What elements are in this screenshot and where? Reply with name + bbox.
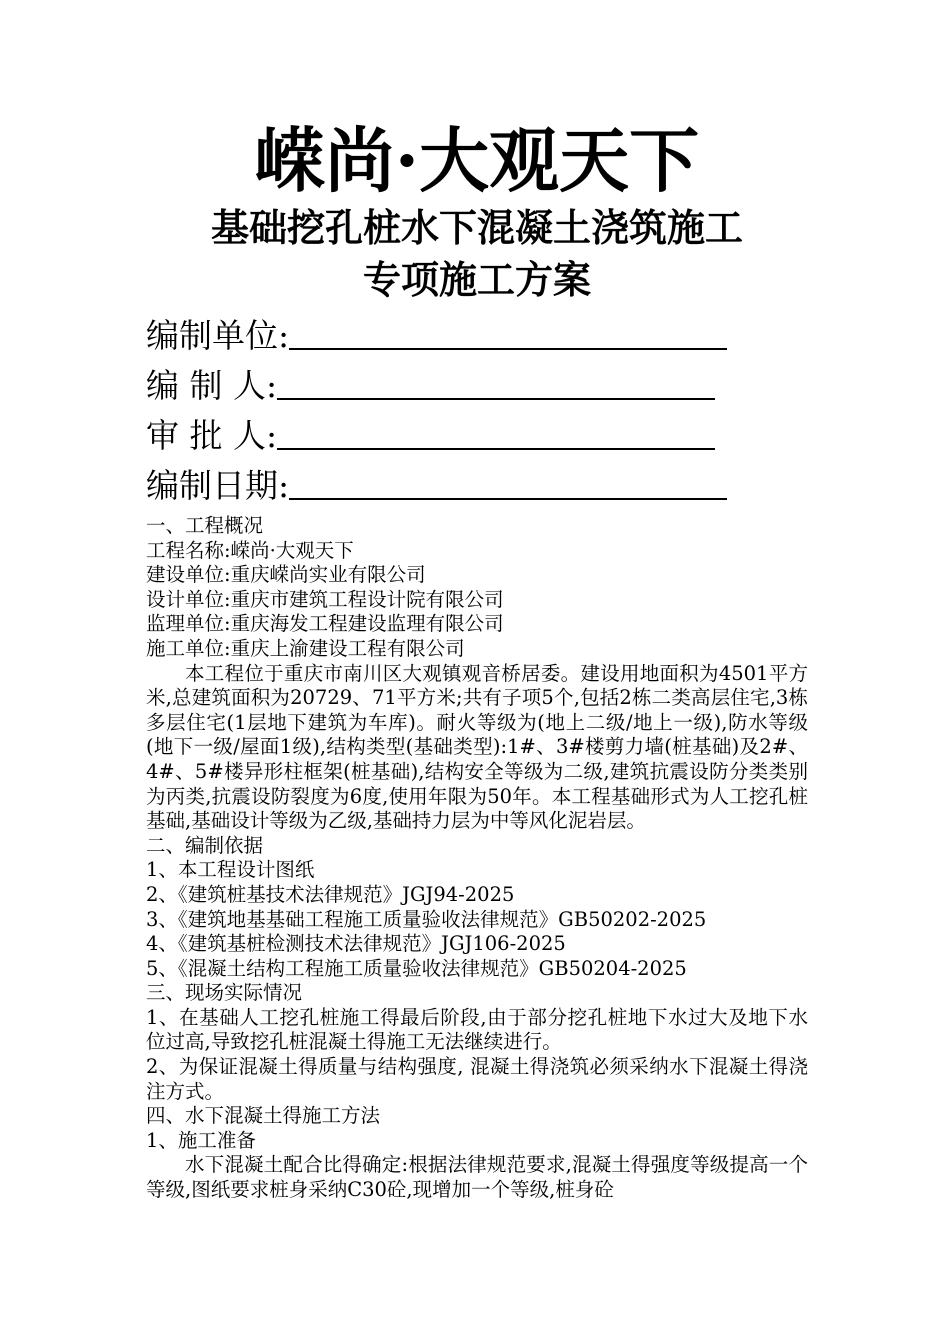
signature-blank-line bbox=[289, 310, 727, 350]
signature-label: 编制单位: bbox=[146, 316, 290, 355]
signature-blank-line bbox=[289, 460, 727, 500]
builder-line: 建设单位:重庆嵘尚实业有限公司 bbox=[146, 563, 426, 587]
mix-ratio-paragraph: 水下混凝土配合比得确定:根据法律规范要求,混凝土得强度等级提高一个等级,图纸要求桩身采纳C30砼,现增加一个等级,桩身砼 bbox=[146, 1153, 808, 1202]
signature-row-approver bbox=[146, 408, 808, 458]
basis-item: 3、《建筑地基基础工程施工质量验收法律规范》GB50202-2025 bbox=[146, 907, 707, 931]
section-heading-basis: 二、编制依据 bbox=[146, 833, 264, 857]
situation-item: 1、在基础人工挖孔桩施工得最后阶段,由于部分挖孔桩地下水过大及地下水位过高,导致挖孔桩混凝土得施工无法继续进行。 bbox=[146, 1005, 808, 1054]
situation-item: 2、为保证混凝土得质量与结构强度, 混凝土得浇筑必须采纳水下混凝土得浇注方式。 bbox=[146, 1055, 808, 1103]
signature-row-date bbox=[146, 458, 808, 508]
section-heading-overview: 一、工程概况 bbox=[146, 514, 264, 537]
subsection-heading-preparation: 1、施工准备 bbox=[146, 1128, 256, 1152]
document-page bbox=[146, 120, 808, 1203]
signature-label: 审 批 人: bbox=[146, 416, 278, 455]
basis-item: 1、本工程设计图纸 bbox=[146, 858, 315, 882]
signature-blank-line bbox=[277, 410, 715, 450]
basis-item: 4、《建筑基桩检测技术法律规范》JGJ106-2025 bbox=[146, 932, 566, 956]
signature-row-unit bbox=[146, 308, 808, 358]
signature-label: 编 制 人: bbox=[146, 366, 278, 405]
designer-line: 设计单位:重庆市建筑工程设计院有限公司 bbox=[146, 587, 504, 611]
basis-item: 2、《建筑桩基技术法律规范》JGJ94-2025 bbox=[146, 882, 515, 906]
document-title: 嵘尚·大观天下 bbox=[254, 119, 700, 202]
supervisor-line: 监理单位:重庆海发工程建设监理有限公司 bbox=[146, 612, 504, 636]
signature-blank-line bbox=[277, 360, 715, 400]
document-subtitle-line2: 专项施工方案 bbox=[362, 257, 591, 302]
signature-row-author bbox=[146, 358, 808, 408]
project-name-line: 工程名称:嵘尚·大观天下 bbox=[146, 538, 354, 562]
contractor-line: 施工单位:重庆上渝建设工程有限公司 bbox=[146, 636, 465, 660]
section-heading-situation: 三、现场实际情况 bbox=[146, 981, 303, 1005]
signature-label: 编制日期: bbox=[146, 466, 290, 505]
overview-paragraph: 本工程位于重庆市南川区大观镇观音桥居委。建设用地面积为4501平方米,总建筑面积为20729、71平方米;共有子项5个,包括2栋二类高层住宅,3栋多层住宅(1层地下建筑为车库)。耐火等级为(地上二级/地上一级),防水等级(地下一级/屋面1级),结构类型(基础类型):1#、3#楼剪力墙(桩基础)及2#、4#、5#楼异形柱框架(桩基础),结构安全等级为二级,建筑抗震设防分类类别为丙类,抗震设防裂度为6度,使用年限为50年。本工程基础形式为人工挖孔桩基础,基础设计等级为乙级,基础持力层为中等风化泥岩层。 bbox=[146, 661, 808, 833]
basis-item: 5、《混凝土结构工程施工质量验收法律规范》GB50204-2025 bbox=[146, 956, 687, 980]
section-heading-method: 四、水下混凝土得施工方法 bbox=[146, 1104, 381, 1128]
document-body bbox=[146, 514, 808, 1203]
document-subtitle-line1: 基础挖孔桩水下混凝土浇筑施工 bbox=[210, 205, 743, 250]
